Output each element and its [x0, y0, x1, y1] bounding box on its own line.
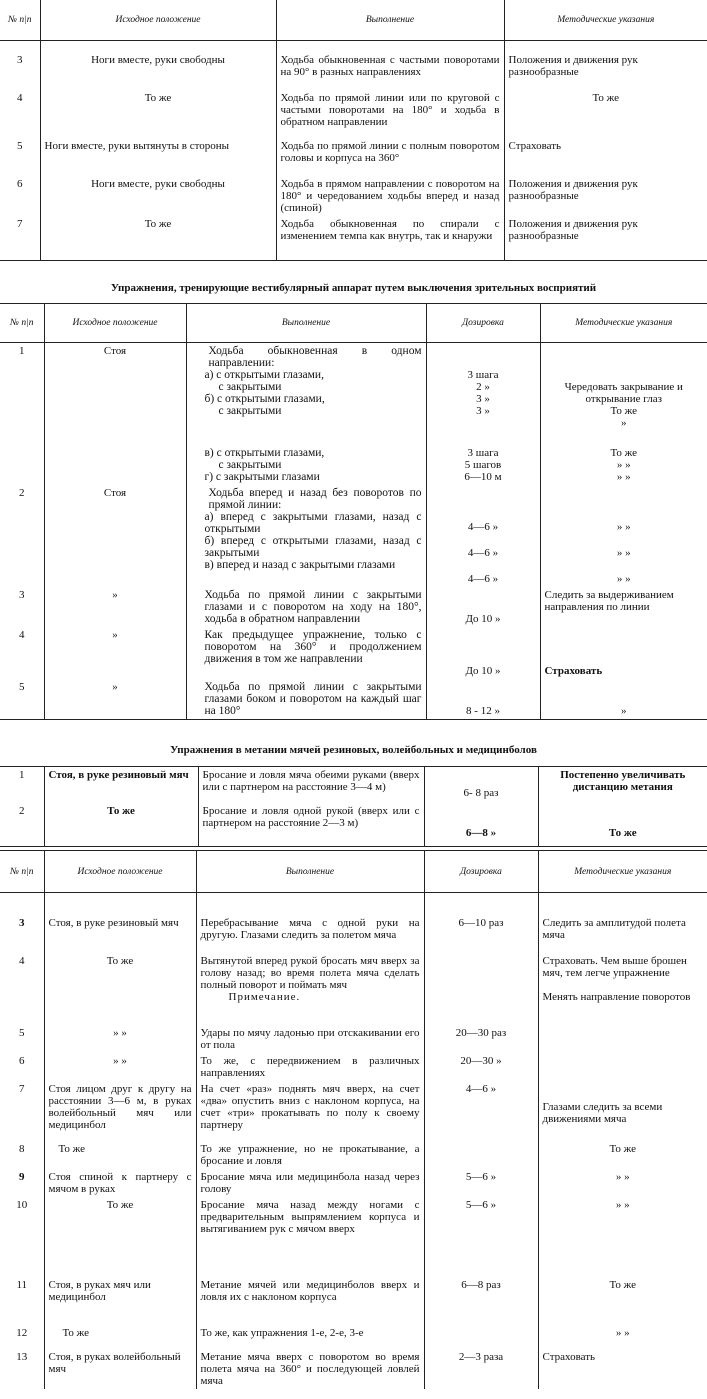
table-3: [0, 766, 707, 847]
header-dosage: Дозировка: [424, 851, 538, 893]
header-execution: Выполнение: [276, 0, 504, 40]
table-4: [0, 850, 707, 1389]
table-row: 10 То же Бросание мяча назад между ногами с предварительным выпрямлением корпуса и вытягиванием рук с мячом вверх 5—6 » » »: [0, 1197, 707, 1277]
table-row: 9 Стоя спиной к партнеру с мячом в руках Бросание мяча или медицинбола назад через голову 5—6 » » »: [0, 1169, 707, 1197]
header-notes: Методические указания: [538, 851, 707, 893]
table-row: 2 То же Бросание и ловля одной рукой (вверх или с партнером на расстояние 2—3 м) 6—8 » То же: [0, 803, 707, 847]
table-row: 3 Стоя, в руке резиновый мяч Перебрасывание мяча с одной руки на другую. Глазами следить за полетом мяча 6—10 раз Следить за амплитудой полета мяча: [0, 915, 707, 953]
table-row: 5 » » Удары по мячу ладонью при отскакивании его от пола 20—30 раз: [0, 1025, 707, 1053]
table-row: 1 Стоя Ходьба обыкновенная в одном направлении: а) с открытыми глазами, с закрытыми б) с открытыми глазами, с закрытыми в) с открытыми глазами, с закрытыми г) с закрытыми глазами 3 шага 2 » 3 » 3 » 3 шага 5 шагов 6—10 м Чередовать закрывание и открывание глаз То же » То же » » » »: [0, 343, 707, 486]
table-row: 6 Ноги вместе, руки свободны Ходьба в прямом направлении с поворотом на 180° и чередованием ходьбы вперед и назад (спиной) Положения и движения рук разнообразные: [0, 176, 707, 216]
table-3-section: [0, 766, 707, 847]
header-notes: Методические указания: [540, 304, 707, 343]
table-row: 8 То же То же упражнение, но не прокатывание, а бросание и ловля То же: [0, 1141, 707, 1169]
table-row: 5 Ноги вместе, руки вытянуты в стороны Ходьба по прямой линии с полным поворотом головы и корпуса на 360° Страховать: [0, 138, 707, 176]
header-execution: Выполнение: [186, 304, 426, 343]
table-row: 6 » » То же, с передвижением в различных направлениях 20—30 »: [0, 1053, 707, 1081]
table-1: [0, 0, 707, 261]
section-title-balls: Упражнения в метании мячей резиновых, волейбольных и медицинболов: [170, 744, 537, 756]
table-row: 5 » Ходьба по прямой линии с закрытыми глазами боком и поворотом на каждый шаг на 180° 8 - 12 » »: [0, 679, 707, 720]
table-2-section: [0, 303, 707, 720]
table-row: 7 Стоя лицом друг к другу на расстоянии 3—6 м, в руках волейбольный мяч или медицинбол На счет «раз» поднять мяч вверх, на счет «два» опустить вниз с наклоном корпуса, на счет «три» прокатывать по полу к своему партнеру 4—6 » Глазами следить за всеми движениями мяча: [0, 1081, 707, 1141]
table-row: 13 Стоя, в руках волейбольный мяч Метание мяча вверх с поворотом во время полета мяча на 360° и последующей ловлей мяча 2—3 раза Страховать: [0, 1349, 707, 1389]
table-row: 12 То же То же, как упражнения 1-е, 2-е, 3-е » »: [0, 1325, 707, 1349]
header-number: № п|п: [0, 851, 44, 893]
header-number: № п|п: [0, 0, 40, 40]
table-row: 2 Стоя Ходьба вперед и назад без поворотов по прямой линии: а) вперед с закрытыми глазами, назад с открытыми б) вперед с открытыми глазами, назад с закрытыми в) вперед и назад с закрытыми глазами 4—6 » 4—6 » 4—6 » » » » » » »: [0, 485, 707, 587]
header-execution: Выполнение: [196, 851, 424, 893]
table-row: 11 Стоя, в руках мяч или медицинбол Метание мячей или медицинболов вверх и ловля их с наклоном корпуса 6—8 раз То же: [0, 1277, 707, 1325]
header-dosage: Дозировка: [426, 304, 540, 343]
table-row: 3 Ноги вместе, руки свободны Ходьба обыкновенная с частыми поворотами на 90° в разных направлениях Положения и движения рук разнообразные: [0, 52, 707, 90]
header-position: Исходное положение: [44, 304, 186, 343]
header-position: Исходное положение: [40, 0, 276, 40]
section-title-vestibular: Упражнения, тренирующие вестибулярный аппарат путем выключения зрительных восприятий: [110, 282, 597, 294]
table-row: 4 То же Вытянутой вперед рукой бросать мяч вверх за голову назад; во время полета мяча сделать полный поворот и поймать мяч Примечание. Страховать. Чем выше брошен мяч, тем легче упражнение Менять направление поворотов: [0, 953, 707, 1025]
table-row: 1 Стоя, в руке резиновый мяч Бросание и ловля мяча обеими руками (вверх или с партнером на расстояние 3—4 м) 6- 8 раз Постепенно увеличивать дистанцию метания: [0, 767, 707, 803]
table-4-section: [0, 850, 707, 1389]
header-notes: Методические указания: [504, 0, 707, 40]
table-row: 4 То же Ходьба по прямой линии или по круговой с частыми поворотами на 180° и ходьба в обратном направлении То же: [0, 90, 707, 138]
table-header: [0, 851, 707, 893]
table-header: [0, 304, 707, 343]
table-header: [0, 0, 707, 40]
table-row: 7 То же Ходьба обыкновенная по спирали с изменением темпа как внутрь, так и кнаружи Положения и движения рук разнообразные: [0, 216, 707, 260]
table-row: 4 » Как предыдущее упражнение, только с поворотом на 360° и продолжением движения в том же направлении До 10 » Страховать: [0, 627, 707, 679]
header-position: Исходное положение: [44, 851, 196, 893]
table-2: [0, 303, 707, 720]
table-1-section: [0, 0, 707, 261]
table-row: 3 » Ходьба по прямой линии с закрытыми глазами и с поворотом на ходу на 180°, ходьба в обратном направлении До 10 » Следить за выдерживанием направления по линии: [0, 587, 707, 627]
header-number: № п|п: [0, 304, 44, 343]
